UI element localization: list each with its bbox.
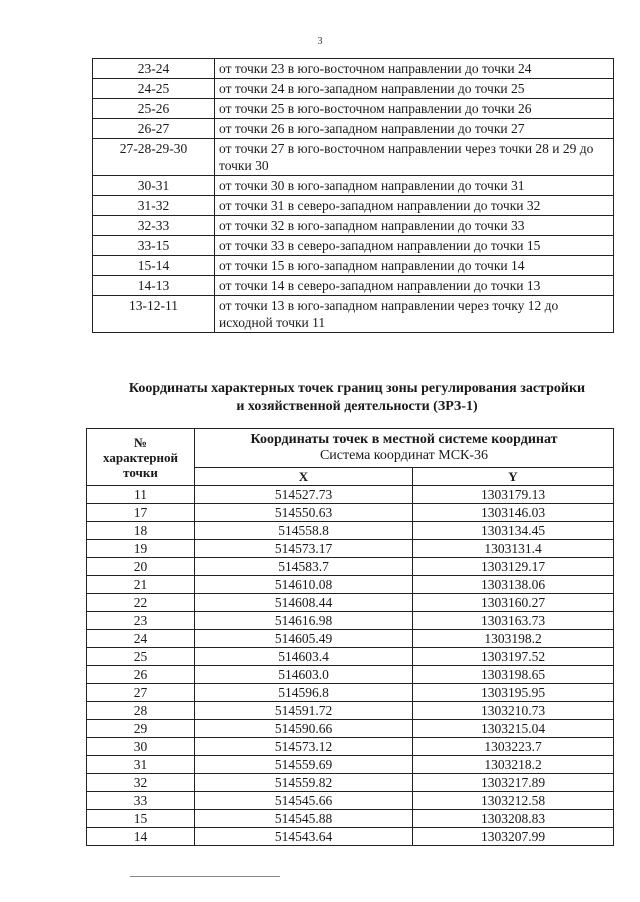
coordinate-y: 1303179.13 <box>413 486 614 504</box>
boundary-row <box>93 139 614 176</box>
coordinate-row <box>87 792 614 810</box>
boundary-description: от точки 14 в северо-западном направлении до точки 13 <box>215 276 614 296</box>
boundary-segment: 33-15 <box>93 236 215 256</box>
coordinate-row <box>87 522 614 540</box>
boundary-row <box>93 276 614 296</box>
point-number: 21 <box>87 576 195 594</box>
page-number: 3 <box>317 36 323 47</box>
header-coordinate-system <box>195 429 614 468</box>
coordinate-row <box>87 594 614 612</box>
coordinate-x: 514583.7 <box>195 558 413 576</box>
coordinate-row <box>87 810 614 828</box>
coordinate-x: 514591.72 <box>195 702 413 720</box>
boundary-description: от точки 23 в юго-восточном направлении до точки 24 <box>215 59 614 79</box>
coordinate-x: 514573.17 <box>195 540 413 558</box>
boundary-row <box>93 119 614 139</box>
coordinate-x: 514603.4 <box>195 648 413 666</box>
coordinate-row <box>87 540 614 558</box>
coordinate-row <box>87 756 614 774</box>
point-number: 30 <box>87 738 195 756</box>
point-number: 18 <box>87 522 195 540</box>
boundary-row <box>93 256 614 276</box>
coordinate-y: 1303197.52 <box>413 648 614 666</box>
coordinate-y: 1303146.03 <box>413 504 614 522</box>
coordinate-x: 514550.63 <box>195 504 413 522</box>
boundary-segment: 15-14 <box>93 256 215 276</box>
point-number: 31 <box>87 756 195 774</box>
boundary-table-body <box>93 59 614 333</box>
boundary-description: от точки 15 в юго-западном направлении до точки 14 <box>215 256 614 276</box>
boundary-row <box>93 236 614 256</box>
coordinate-y: 1303160.27 <box>413 594 614 612</box>
coordinate-x: 514545.88 <box>195 810 413 828</box>
coordinate-y: 1303163.73 <box>413 612 614 630</box>
boundary-segment: 24-25 <box>93 79 215 99</box>
coordinate-x: 514596.8 <box>195 684 413 702</box>
coordinate-row <box>87 630 614 648</box>
coordinate-y: 1303198.65 <box>413 666 614 684</box>
boundary-segment: 32-33 <box>93 216 215 236</box>
boundary-description: от точки 27 в юго-восточном направлении через точки 28 и 29 до точки 30 <box>215 139 614 176</box>
coordinate-row <box>87 738 614 756</box>
coordinate-row <box>87 558 614 576</box>
boundary-segment: 30-31 <box>93 176 215 196</box>
boundary-segment: 13-12-11 <box>93 296 215 333</box>
coordinate-x: 514610.08 <box>195 576 413 594</box>
point-number: 20 <box>87 558 195 576</box>
coordinate-y: 1303138.06 <box>413 576 614 594</box>
section-title-line-1: Координаты характерных точек границ зоны регулирования застройки <box>128 381 586 396</box>
boundary-description: от точки 33 в северо-западном направлении до точки 15 <box>215 236 614 256</box>
boundary-description: от точки 26 в юго-западном направлении до точки 27 <box>215 119 614 139</box>
boundary-row <box>93 296 614 333</box>
boundary-row <box>93 59 614 79</box>
boundary-row <box>93 99 614 119</box>
point-number: 14 <box>87 828 195 846</box>
header-number-word-1: характерной <box>103 449 178 465</box>
point-number: 28 <box>87 702 195 720</box>
boundary-description: от точки 32 в юго-западном направлении до точки 33 <box>215 216 614 236</box>
coordinate-y: 1303198.2 <box>413 630 614 648</box>
coordinates-table-body <box>87 486 614 846</box>
header-number-sign: № <box>133 434 148 450</box>
coordinate-row <box>87 828 614 846</box>
coordinate-row <box>87 504 614 522</box>
section-title-line-2: и хозяйственной деятельности (ЗРЗ-1) <box>236 399 478 414</box>
coordinate-x: 514545.66 <box>195 792 413 810</box>
header-y: Y <box>413 468 614 486</box>
boundary-segment: 26-27 <box>93 119 215 139</box>
coordinates-table-header <box>87 429 614 486</box>
coordinate-y: 1303195.95 <box>413 684 614 702</box>
coordinate-row <box>87 486 614 504</box>
coordinate-row <box>87 702 614 720</box>
header-x: X <box>195 468 413 486</box>
point-number: 25 <box>87 648 195 666</box>
point-number: 33 <box>87 792 195 810</box>
coordinate-row <box>87 612 614 630</box>
coordinate-y: 1303129.17 <box>413 558 614 576</box>
point-number: 23 <box>87 612 195 630</box>
coordinate-x: 514616.98 <box>195 612 413 630</box>
coordinate-y: 1303212.58 <box>413 792 614 810</box>
coordinate-y: 1303210.73 <box>413 702 614 720</box>
footer-divider <box>130 876 280 877</box>
boundary-row <box>93 216 614 236</box>
coordinate-row <box>87 666 614 684</box>
boundary-description-table <box>92 58 614 333</box>
point-number: 29 <box>87 720 195 738</box>
coordinate-x: 514590.66 <box>195 720 413 738</box>
coordinate-y: 1303134.45 <box>413 522 614 540</box>
coordinate-y: 1303131.4 <box>413 540 614 558</box>
point-number: 24 <box>87 630 195 648</box>
coordinate-y: 1303218.2 <box>413 756 614 774</box>
section-title <box>92 380 622 416</box>
point-number: 22 <box>87 594 195 612</box>
point-number: 32 <box>87 774 195 792</box>
boundary-row <box>93 196 614 216</box>
boundary-row <box>93 176 614 196</box>
header-system-subtitle: Система координат МСК-36 <box>319 448 489 463</box>
coordinate-row <box>87 648 614 666</box>
boundary-description: от точки 24 в юго-западном направлении до точки 25 <box>215 79 614 99</box>
coordinate-x: 514573.12 <box>195 738 413 756</box>
coordinate-x: 514559.69 <box>195 756 413 774</box>
coordinate-y: 1303208.83 <box>413 810 614 828</box>
coordinate-x: 514603.0 <box>195 666 413 684</box>
point-number: 17 <box>87 504 195 522</box>
coordinate-x: 514558.8 <box>195 522 413 540</box>
boundary-description: от точки 13 в юго-западном направлении через точку 12 до исходной точки 11 <box>215 296 614 333</box>
point-number: 27 <box>87 684 195 702</box>
boundary-segment: 31-32 <box>93 196 215 216</box>
point-number: 11 <box>87 486 195 504</box>
boundary-segment: 27-28-29-30 <box>93 139 215 176</box>
boundary-description: от точки 25 в юго-восточном направлении до точки 26 <box>215 99 614 119</box>
boundary-row <box>93 79 614 99</box>
coordinate-row <box>87 576 614 594</box>
header-point-number <box>87 429 195 486</box>
coordinate-row <box>87 774 614 792</box>
coordinates-table <box>86 428 614 846</box>
boundary-segment: 25-26 <box>93 99 215 119</box>
coordinate-y: 1303215.04 <box>413 720 614 738</box>
point-number: 15 <box>87 810 195 828</box>
coordinate-y: 1303217.89 <box>413 774 614 792</box>
boundary-description: от точки 30 в юго-западном направлении до точки 31 <box>215 176 614 196</box>
coordinate-y: 1303223.7 <box>413 738 614 756</box>
coordinate-x: 514608.44 <box>195 594 413 612</box>
coordinate-x: 514527.73 <box>195 486 413 504</box>
boundary-segment: 14-13 <box>93 276 215 296</box>
coordinate-row <box>87 684 614 702</box>
point-number: 19 <box>87 540 195 558</box>
coordinate-row <box>87 720 614 738</box>
coordinate-y: 1303207.99 <box>413 828 614 846</box>
header-number-word-2: точки <box>123 464 158 480</box>
coordinate-x: 514543.64 <box>195 828 413 846</box>
header-system-title: Координаты точек в местной системе координат <box>250 432 558 447</box>
point-number: 26 <box>87 666 195 684</box>
coordinate-x: 514605.49 <box>195 630 413 648</box>
boundary-segment: 23-24 <box>93 59 215 79</box>
boundary-description: от точки 31 в северо-западном направлении до точки 32 <box>215 196 614 216</box>
coordinate-x: 514559.82 <box>195 774 413 792</box>
